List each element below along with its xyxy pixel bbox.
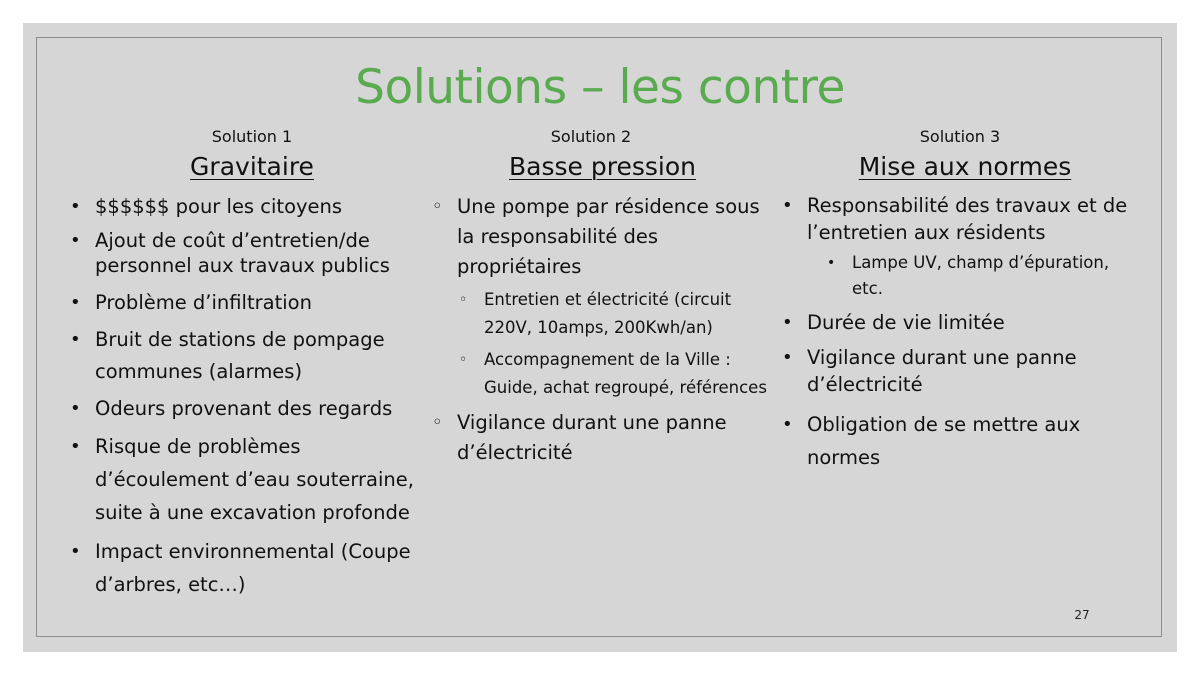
list-item: • Odeurs provenant des regards [68, 394, 428, 424]
slide-title: Solutions – les contre [355, 60, 845, 115]
bullet-icon: • [70, 230, 81, 251]
bullet-icon: • [782, 195, 793, 216]
list-item: • Obligation de se mettre aux normes [780, 408, 1135, 474]
list-item: ◦ Vigilance durant une panne d’électricité [430, 408, 770, 468]
list-item: • Responsabilité des travaux et de l’entretien aux résidents • Lampe UV, champ d’épuration, etc. [780, 192, 1135, 302]
list-item: • Bruit de stations de pompage communes (alarmes) [68, 324, 428, 388]
list-item: • Problème d’infiltration [68, 288, 428, 318]
column-heading: Basse pression [509, 152, 696, 181]
sub-list-item: ◦ Accompagnement de la Ville : Guide, achat regroupé, références [457, 346, 770, 402]
list-item: • Vigilance durant une panne d’électricité [782, 346, 1077, 396]
column-solution-1 [68, 126, 428, 607]
column-heading: Mise aux normes [858, 152, 1072, 181]
page-number: 27 [1074, 608, 1090, 622]
bullet-list [430, 192, 770, 468]
column-heading: Gravitaire [190, 152, 314, 181]
list-item: ◦ Une pompe par résidence sous la responsabilité des propriétaires ◦ Entretien et électricité (circuit 220V, 10amps, 200Kwh/an) ◦ Accompagnement de la Ville : Guide, achat regroupé, références [430, 192, 770, 402]
list-item: • Ajout de coût d’entretien/de personnel aux travaux publics [70, 229, 390, 277]
bullet-list [780, 192, 1135, 474]
column-solution-2 [430, 126, 770, 474]
bullet-icon: • [70, 436, 81, 457]
bullet-icon: • [782, 414, 793, 435]
list-item: • Risque de problèmes d’écoulement d’eau souterraine, suite à une excavation profonde [68, 430, 428, 529]
column-label: Solution 3 [919, 127, 1001, 146]
circle-bullet-icon: ◦ [459, 292, 468, 308]
column-label: Solution 2 [550, 127, 632, 146]
sub-list [807, 250, 1135, 302]
circle-bullet-icon: ◦ [432, 196, 443, 217]
bullet-icon: • [70, 196, 81, 217]
sub-list-item: • Lampe UV, champ d’épuration, etc. [825, 250, 1135, 302]
list-item: • Durée de vie limitée [780, 308, 1135, 338]
bullet-icon: • [782, 347, 793, 368]
list-item: • $$$$$$ pour les citoyens [68, 192, 428, 222]
bullet-list [68, 192, 428, 601]
bullet-icon: • [70, 292, 81, 313]
column-solution-3 [780, 126, 1135, 480]
circle-bullet-icon: ◦ [459, 352, 468, 368]
sub-list [457, 286, 770, 402]
bullet-icon: • [827, 255, 836, 271]
bullet-icon: • [70, 541, 81, 562]
bullet-icon: • [70, 329, 81, 350]
bullet-icon: • [70, 398, 81, 419]
circle-bullet-icon: ◦ [432, 412, 443, 433]
bullet-icon: • [782, 312, 793, 333]
list-item: • Impact environnemental (Coupe d’arbres, etc…) [68, 535, 428, 601]
column-label: Solution 1 [211, 127, 293, 146]
sub-list-item: ◦ Entretien et électricité (circuit 220V, 10amps, 200Kwh/an) [457, 286, 770, 342]
